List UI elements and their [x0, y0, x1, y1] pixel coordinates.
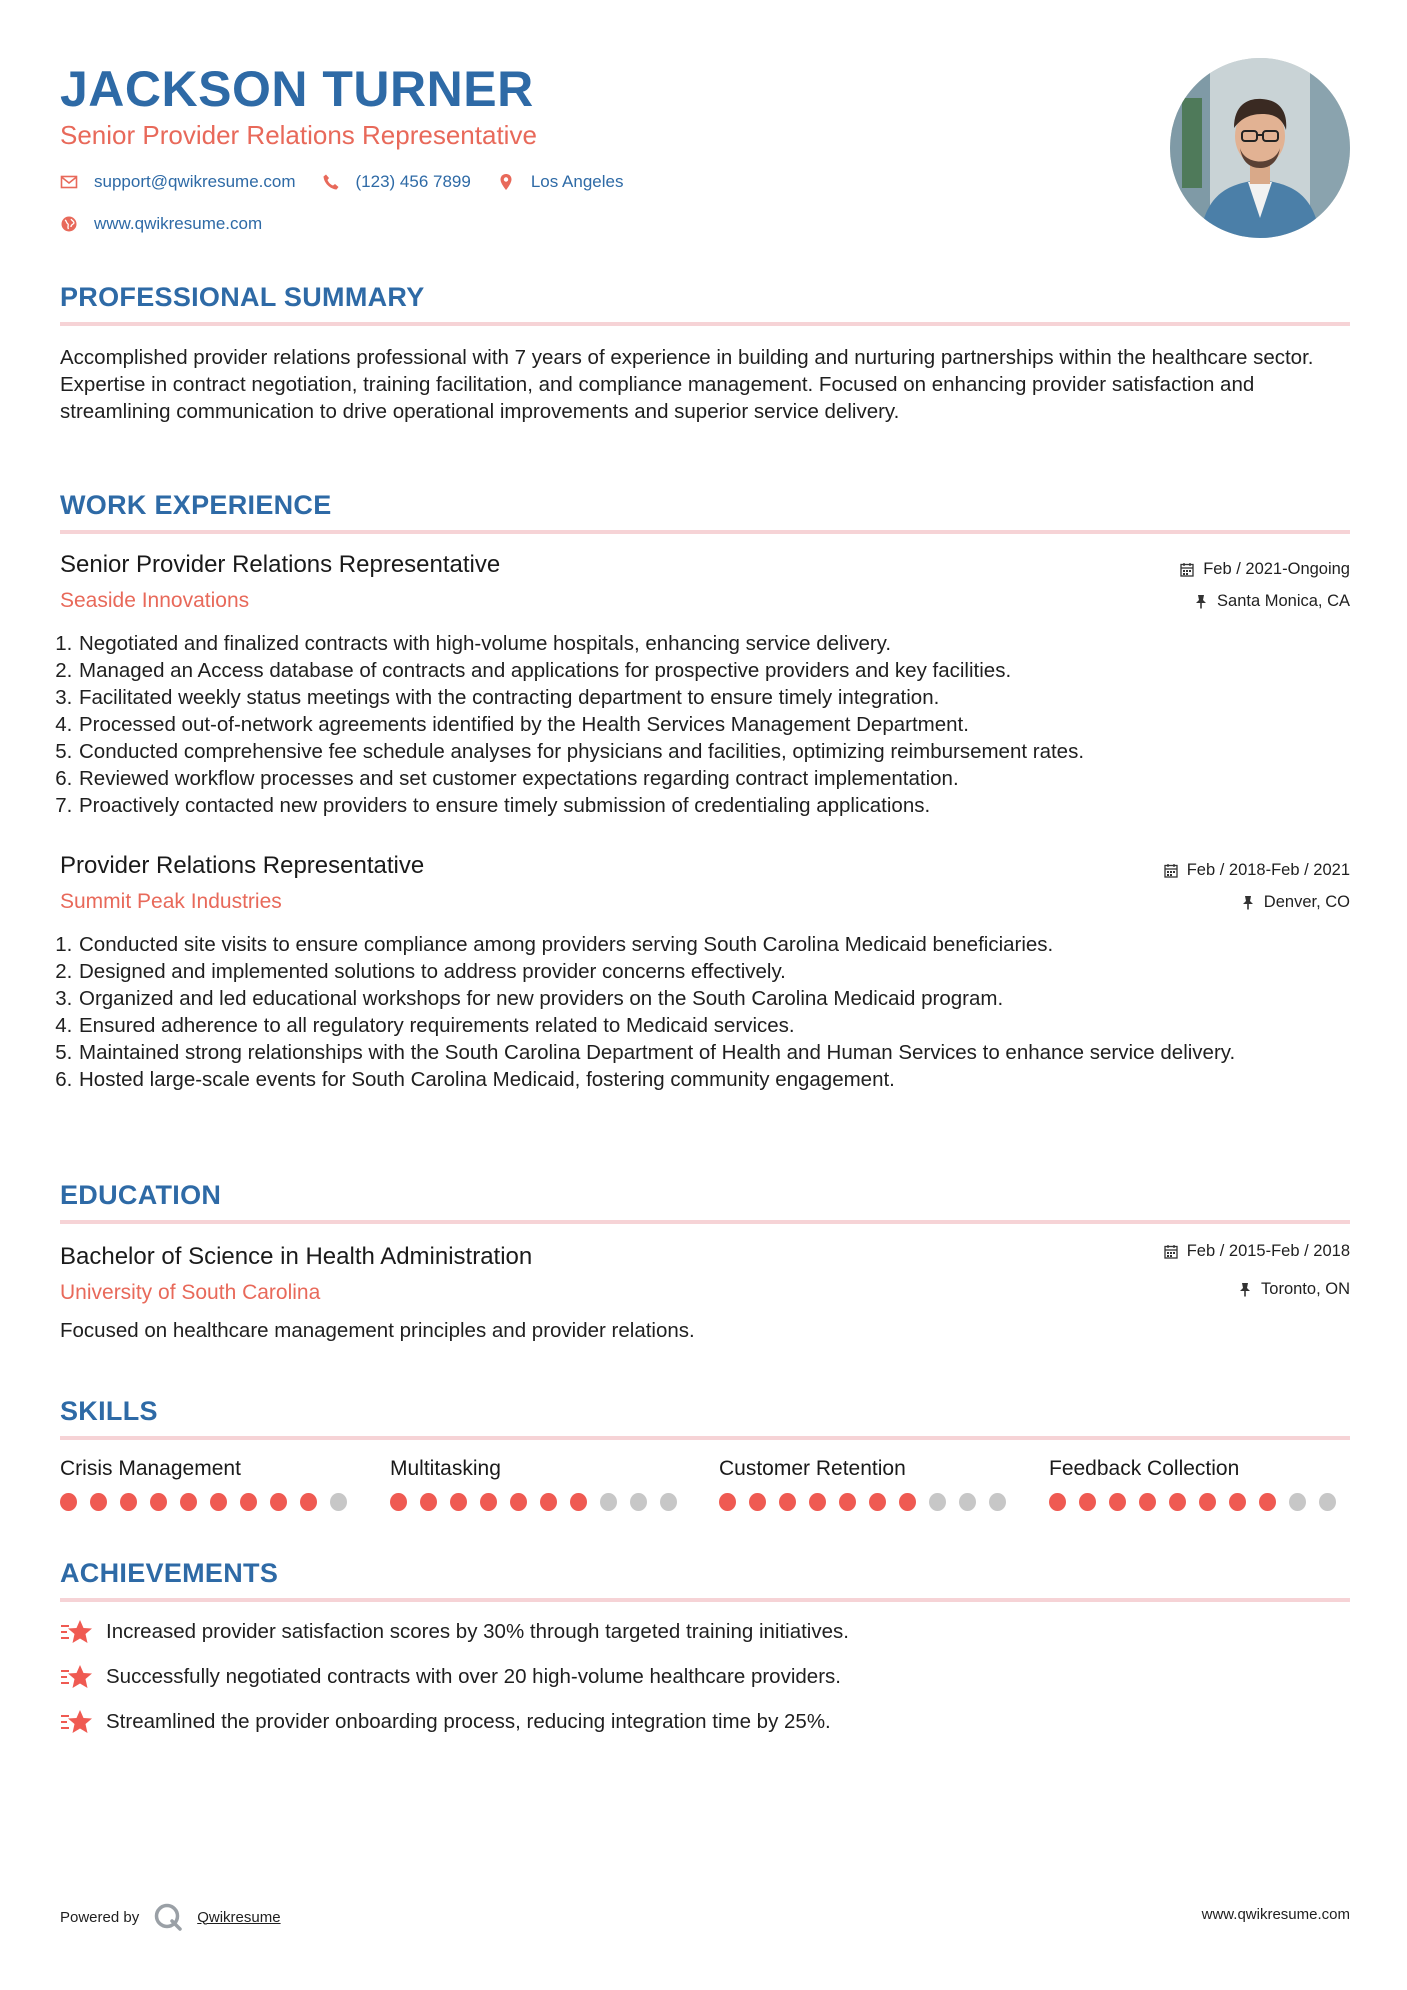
rating-dot-filled	[450, 1493, 467, 1511]
rating-dot-filled	[1109, 1493, 1126, 1511]
location-text: Los Angeles	[530, 172, 624, 191]
rating-dot-empty	[989, 1493, 1006, 1511]
skill-name: Feedback Collection	[1049, 1457, 1240, 1480]
achievement-text: Increased provider satisfaction scores by 30% through targeted training initiatives.	[106, 1620, 849, 1643]
education-description: Focused on healthcare management principles and provider relations.	[60, 1319, 695, 1342]
rating-dot-filled	[540, 1493, 557, 1511]
summary-text: Accomplished provider relations professional with 7 years of experience in building and nurturing partnerships within the healthcare sector. Expertise in contract negotiation, training facilitation, and compliance management. Focused on enhancing provider satisfaction and streamlining communication to drive operational improvements and superior service delivery.	[60, 346, 1314, 423]
rating-dot-filled	[779, 1493, 796, 1511]
list-item: 1. Conducted site visits to ensure compliance among providers serving South Carolina Medicaid beneficiaries.	[78, 931, 1368, 958]
rating-dot-filled	[1139, 1493, 1156, 1511]
list-item: 4. Ensured adherence to all regulatory requirements related to Medicaid services.	[78, 1012, 1368, 1039]
rating-dot-empty	[660, 1493, 677, 1511]
map-pin-icon	[497, 173, 515, 191]
contact-location	[497, 172, 624, 192]
achievement-text: Streamlined the provider onboarding process, reducing integration time by 25%.	[106, 1710, 831, 1733]
education-heading: EDUCATION	[60, 1180, 222, 1210]
contact-row	[60, 172, 649, 192]
section-divider	[60, 1220, 1350, 1224]
rating-dot-filled	[90, 1493, 107, 1511]
job-company: Seaside Innovations	[60, 589, 250, 612]
powered-by-label: Powered by	[60, 1908, 140, 1926]
rating-dot-filled	[180, 1493, 197, 1511]
skill-rating	[60, 1493, 360, 1511]
phone-text: (123) 456 7899	[355, 172, 471, 191]
list-item: 5. Maintained strong relationships with the South Carolina Department of Health and Human Services to enhance service delivery.	[78, 1039, 1368, 1066]
skills-heading: SKILLS	[60, 1396, 158, 1426]
achievements-heading: ACHIEVEMENTS	[60, 1558, 279, 1588]
job-dates	[1164, 861, 1350, 880]
email-text: support@qwikresume.com	[94, 172, 296, 191]
job-title: Senior Provider Relations Representative	[60, 551, 501, 578]
section-divider	[60, 530, 1350, 534]
skill-name: Customer Retention	[719, 1457, 906, 1480]
job-location	[1241, 893, 1350, 912]
contact-phone[interactable]	[322, 172, 471, 192]
rating-dot-filled	[240, 1493, 257, 1511]
rating-dot-empty	[630, 1493, 647, 1511]
rating-dot-empty	[959, 1493, 976, 1511]
pushpin-icon	[1241, 895, 1255, 910]
achievement-item	[60, 1618, 849, 1646]
rating-dot-filled	[809, 1493, 826, 1511]
achievement-item	[60, 1708, 831, 1736]
rating-dot-empty	[1319, 1493, 1336, 1511]
job-responsibilities	[60, 630, 1368, 819]
contact-website[interactable]	[60, 214, 262, 234]
rating-dot-filled	[1199, 1493, 1216, 1511]
rating-dot-filled	[480, 1493, 497, 1511]
rating-dot-filled	[270, 1493, 287, 1511]
rating-dot-filled	[570, 1493, 587, 1511]
section-divider	[60, 322, 1350, 326]
rating-dot-empty	[600, 1493, 617, 1511]
job-company: Summit Peak Industries	[60, 890, 282, 913]
list-item: 3. Organized and led educational workshops for new providers on the South Carolina Medicaid program.	[78, 985, 1368, 1012]
job-title: Provider Relations Representative	[60, 852, 425, 879]
rating-dot-filled	[869, 1493, 886, 1511]
calendar-icon	[1164, 1244, 1178, 1259]
qwikresume-logo	[153, 1902, 183, 1932]
skill-item	[60, 1457, 360, 1511]
contact-email[interactable]	[60, 172, 296, 192]
education-school: University of South Carolina	[60, 1281, 321, 1304]
education-dates	[1164, 1242, 1350, 1261]
list-item: 1. Negotiated and finalized contracts with high-volume hospitals, enhancing service delivery.	[78, 630, 1368, 657]
job-dates-text: Feb / 2018-Feb / 2021	[1186, 861, 1350, 879]
star-icon	[60, 1708, 94, 1736]
list-item: 6. Reviewed workflow processes and set customer expectations regarding contract implementation.	[78, 765, 1368, 792]
globe-icon	[60, 215, 78, 233]
rating-dot-filled	[719, 1493, 736, 1511]
rating-dot-filled	[899, 1493, 916, 1511]
rating-dot-filled	[749, 1493, 766, 1511]
rating-dot-filled	[510, 1493, 527, 1511]
list-item: 7. Proactively contacted new providers to ensure timely submission of credentialing applications.	[78, 792, 1368, 819]
education-location-text: Toronto, ON	[1261, 1280, 1350, 1298]
profile-photo	[1170, 58, 1350, 238]
rating-dot-filled	[420, 1493, 437, 1511]
footer-website[interactable]: www.qwikresume.com	[1201, 1906, 1350, 1923]
rating-dot-filled	[1229, 1493, 1246, 1511]
job-location	[1194, 592, 1350, 611]
candidate-name: JACKSON TURNER	[60, 61, 534, 117]
rating-dot-filled	[1079, 1493, 1096, 1511]
job-responsibilities	[60, 931, 1368, 1093]
rating-dot-filled	[60, 1493, 77, 1511]
section-divider	[60, 1598, 1350, 1602]
rating-dot-filled	[839, 1493, 856, 1511]
pushpin-icon	[1194, 594, 1208, 609]
website-text: www.qwikresume.com	[94, 214, 263, 233]
section-divider	[60, 1436, 1350, 1440]
education-location	[1238, 1280, 1350, 1299]
list-item: 3. Facilitated weekly status meetings with the contracting department to ensure timely integration.	[78, 684, 1368, 711]
skill-rating	[1049, 1493, 1349, 1511]
list-item: 2. Managed an Access database of contracts and applications for prospective providers and key facilities.	[78, 657, 1368, 684]
skill-rating	[390, 1493, 690, 1511]
job-location-text: Santa Monica, CA	[1217, 592, 1350, 610]
skill-item	[1049, 1457, 1349, 1511]
job-location-text: Denver, CO	[1263, 893, 1350, 911]
envelope-icon	[60, 173, 78, 191]
rating-dot-filled	[1049, 1493, 1066, 1511]
skill-name: Crisis Management	[60, 1457, 241, 1480]
achievement-item	[60, 1663, 841, 1691]
experience-heading: WORK EXPERIENCE	[60, 490, 332, 520]
rating-dot-empty	[330, 1493, 347, 1511]
rating-dot-empty	[1289, 1493, 1306, 1511]
job-dates-text: Feb / 2021-Ongoing	[1203, 560, 1350, 578]
skill-rating	[719, 1493, 1019, 1511]
list-item: 2. Designed and implemented solutions to address provider concerns effectively.	[78, 958, 1368, 985]
job-dates	[1180, 560, 1350, 579]
profile-photo-illustration	[1170, 58, 1350, 238]
pushpin-icon	[1238, 1282, 1252, 1297]
footer-powered-by	[60, 1902, 281, 1932]
rating-dot-filled	[1259, 1493, 1276, 1511]
achievement-text: Successfully negotiated contracts with over 20 high-volume healthcare providers.	[106, 1665, 841, 1688]
summary-heading: PROFESSIONAL SUMMARY	[60, 282, 425, 312]
candidate-title: Senior Provider Relations Representative	[60, 120, 537, 150]
list-item: 4. Processed out-of-network agreements identified by the Health Services Management Department.	[78, 711, 1368, 738]
rating-dot-filled	[120, 1493, 137, 1511]
calendar-icon	[1180, 562, 1194, 577]
rating-dot-filled	[1169, 1493, 1186, 1511]
qwikresume-link[interactable]: Qwikresume	[197, 1908, 281, 1926]
skill-name: Multitasking	[390, 1457, 501, 1480]
education-dates-text: Feb / 2015-Feb / 2018	[1186, 1242, 1350, 1260]
skill-item	[719, 1457, 1019, 1511]
phone-icon	[322, 173, 340, 191]
rating-dot-filled	[150, 1493, 167, 1511]
star-icon	[60, 1618, 94, 1646]
calendar-icon	[1164, 863, 1178, 878]
list-item: 5. Conducted comprehensive fee schedule analyses for physicians and facilities, optimizing reimbursement rates.	[78, 738, 1368, 765]
rating-dot-filled	[300, 1493, 317, 1511]
rating-dot-filled	[210, 1493, 227, 1511]
contact-row-website	[60, 214, 288, 234]
rating-dot-empty	[929, 1493, 946, 1511]
star-icon	[60, 1663, 94, 1691]
list-item: 6. Hosted large-scale events for South Carolina Medicaid, fostering community engagement.	[78, 1066, 1368, 1093]
rating-dot-filled	[390, 1493, 407, 1511]
skill-item	[390, 1457, 690, 1511]
education-degree: Bachelor of Science in Health Administration	[60, 1243, 533, 1270]
